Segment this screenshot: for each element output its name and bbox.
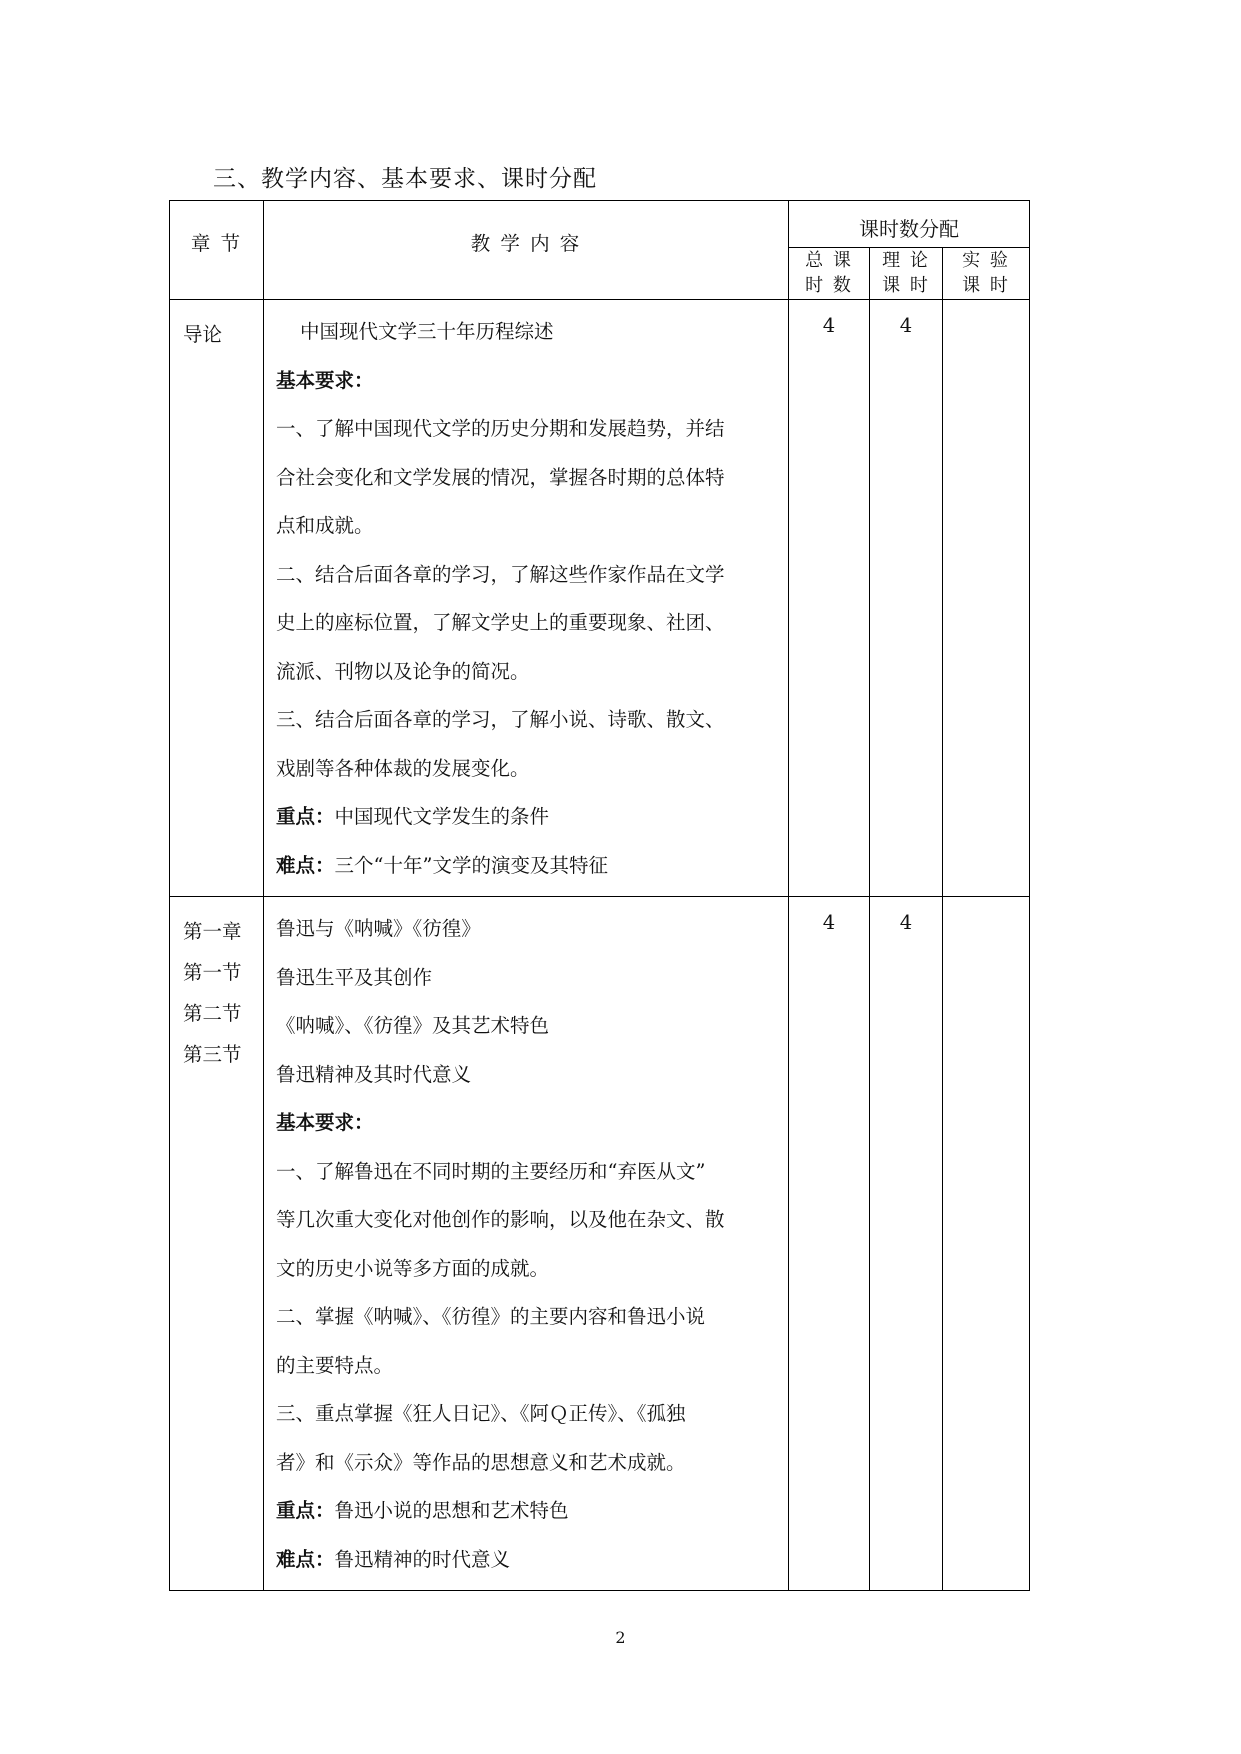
header-total-hours: 总 课 时 数 [789,248,870,300]
content-line [276,1293,778,1342]
table-row [170,300,1030,897]
content-label-line [276,793,778,842]
line-text: 《呐喊》、《彷徨》及其艺术特色 [276,1014,550,1037]
header-content: 教 学 内 容 [264,201,789,300]
header-lab-hours: 实 验 课 时 [943,248,1030,300]
line-text: 鲁迅生平及其创作 [276,965,433,989]
content-line [276,696,778,745]
header-theory-hours: 理 论 课 时 [870,248,943,300]
section-title: 三、教学内容、基本要求、课时分配 [213,166,597,192]
total-hours-cell: 4 [789,897,870,1591]
line-text: 者》和《示众》等作品的思想意义和艺术成就。 [276,1450,686,1474]
content-line [276,1002,778,1051]
line-text: 文的历史小说等多方面的成就。 [276,1256,550,1280]
theory-hours-cell: 4 [870,300,943,897]
content-line [276,954,778,1003]
header-chapter: 章 节 [170,201,264,300]
content-line [276,308,778,357]
content-line [276,405,778,454]
content-label-line [276,1099,778,1148]
syllabus-table [169,200,1030,1591]
content-label-line [276,1536,778,1585]
lab-hours-cell [943,897,1030,1591]
chapter-cell [170,300,264,897]
content-line [276,551,778,600]
table-row [170,897,1030,1591]
content-cell [264,300,789,897]
line-text: 戏剧等各种体裁的发展变化。 [276,756,530,780]
line-text: 史上的座标位置，了解文学史上的重要现象、社团、 [276,611,725,634]
line-text: 鲁迅精神及其时代意义 [276,1062,472,1086]
content-label-line [276,357,778,406]
bold-label: 重点： [276,805,335,828]
bold-label: 难点： [276,853,335,877]
line-text: 中国现代文学三十年历程综述 [300,320,554,343]
line-text: 鲁迅小说的思想和艺术特色 [334,1499,569,1522]
content-line [276,648,778,697]
content-line [276,1148,778,1197]
chapter-label: 导论 [183,323,223,346]
line-text: 合社会变化和文学发展的情况，掌握各时期的总体特 [276,465,725,489]
bold-label: 难点： [276,1547,335,1571]
content-line [276,1051,778,1100]
chapter-label: 第一章 [183,920,242,943]
chapter-label: 第二节 [183,1002,242,1025]
line-text: 鲁迅精神的时代意义 [334,1547,511,1571]
line-text: 二、掌握《呐喊》、《彷徨》的主要内容和鲁迅小说 [276,1305,706,1328]
content-label-line [276,1487,778,1536]
bold-label: 基本要求： [276,368,374,392]
content-cell [264,897,789,1591]
bold-label: 基本要求： [276,1111,374,1134]
line-text: 三、结合后面各章的学习，了解小说、诗歌、散文、 [276,708,725,731]
content-line [276,1390,778,1439]
content-line [276,1245,778,1294]
chapter-cell [170,897,264,1591]
line-text: 等几次重大变化对他创作的影响，以及他在杂文、散 [276,1208,725,1231]
content-line [276,502,778,551]
line-text: 三、重点掌握《狂人日记》、《阿Ｑ正传》、《孤独 [276,1402,686,1425]
content-line [276,905,778,954]
content-line [276,1439,778,1488]
content-line [276,599,778,648]
line-text: 中国现代文学发生的条件 [334,805,550,828]
total-hours-cell: 4 [789,300,870,897]
line-text: 二、结合后面各章的学习，了解这些作家作品在文学 [276,562,725,586]
line-text: 一、了解鲁迅在不同时期的主要经历和“弃医从文” [276,1159,706,1183]
page-number: 2 [615,1628,626,1647]
content-label-line [276,842,778,891]
content-line [276,1196,778,1245]
line-text: 三个“十年”文学的演变及其特征 [334,853,608,877]
line-text: 流派、刊物以及论争的简况。 [276,659,530,683]
header-hours-group: 课时数分配 [789,201,1030,248]
chapter-label: 第三节 [183,1043,242,1066]
content-line [276,454,778,503]
line-text: 一、了解中国现代文学的历史分期和发展趋势，并结 [276,417,725,440]
line-text: 的主要特点。 [276,1353,394,1377]
lab-hours-cell [943,300,1030,897]
content-line [276,1342,778,1391]
theory-hours-cell: 4 [870,897,943,1591]
line-text: 点和成就。 [276,514,374,537]
chapter-label: 第一节 [183,961,242,984]
content-line [276,745,778,794]
line-text: 鲁迅与《呐喊》《彷徨》 [276,917,481,940]
bold-label: 重点： [276,1499,335,1522]
